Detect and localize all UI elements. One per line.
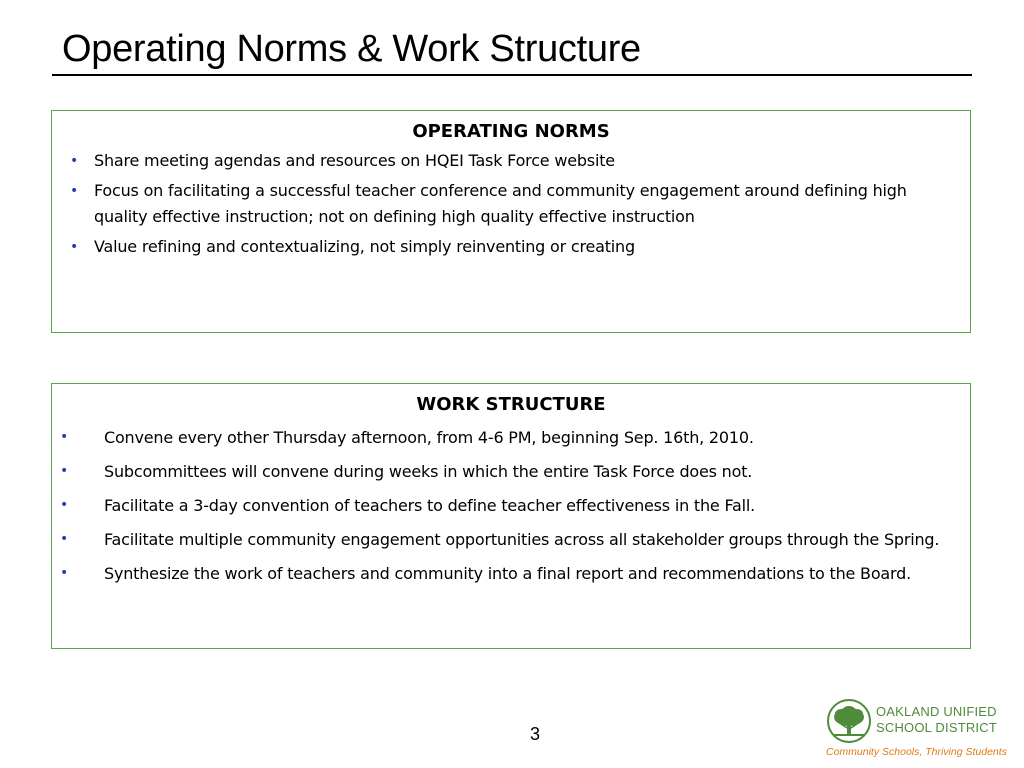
bullet-icon: • — [70, 239, 79, 255]
tree-icon — [826, 698, 872, 744]
list-item — [70, 178, 960, 230]
list-item — [60, 457, 956, 486]
bullet-icon: • — [60, 565, 69, 581]
bullet-icon: • — [60, 497, 69, 513]
list-item-text: Synthesize the work of teachers and community into a final report and recommendations to the Board. — [104, 564, 911, 583]
list-item-text: Focus on facilitating a successful teacher conference and community engagement around defining high quality effective instruction; not on defining high quality effective instruction — [94, 181, 907, 226]
logo-name-line1: OAKLAND UNIFIED — [876, 704, 997, 719]
work-structure-box — [51, 383, 971, 649]
list-item-text: Convene every other Thursday afternoon, from 4-6 PM, beginning Sep. 16th, 2010. — [104, 428, 754, 447]
operating-norms-list — [52, 148, 970, 260]
operating-norms-box — [51, 110, 971, 333]
bullet-icon: • — [70, 183, 79, 199]
list-item-text: Share meeting agendas and resources on HQEI Task Force website — [94, 151, 615, 170]
list-item — [60, 525, 956, 554]
list-item-text: Value refining and contextualizing, not simply reinventing or creating — [94, 237, 635, 256]
list-item-text: Facilitate a 3-day convention of teachers to define teacher effectiveness in the Fall. — [104, 496, 755, 515]
district-logo — [824, 698, 1014, 764]
work-structure-heading: WORK STRUCTURE — [416, 394, 606, 415]
list-item — [60, 559, 956, 588]
title-underline — [52, 74, 972, 76]
work-structure-list — [52, 423, 970, 588]
list-item — [60, 491, 956, 520]
operating-norms-heading: OPERATING NORMS — [412, 121, 610, 142]
bullet-icon: • — [70, 153, 79, 169]
list-item-text: Subcommittees will convene during weeks in which the entire Task Force does not. — [104, 462, 753, 481]
slide-title: Operating Norms & Work Structure — [62, 28, 641, 70]
logo-name-line2: SCHOOL DISTRICT — [876, 720, 997, 735]
bullet-icon: • — [60, 463, 69, 479]
logo-tagline: Community Schools, Thriving Students — [826, 746, 1007, 758]
bullet-icon: • — [60, 429, 69, 445]
list-item — [60, 423, 956, 452]
list-item — [70, 234, 960, 260]
page-number: 3 — [530, 724, 541, 744]
bullet-icon: • — [60, 531, 69, 547]
list-item-text: Facilitate multiple community engagement opportunities across all stakeholder groups through the Spring. — [104, 530, 940, 549]
list-item — [70, 148, 960, 174]
logo-name — [876, 704, 997, 736]
